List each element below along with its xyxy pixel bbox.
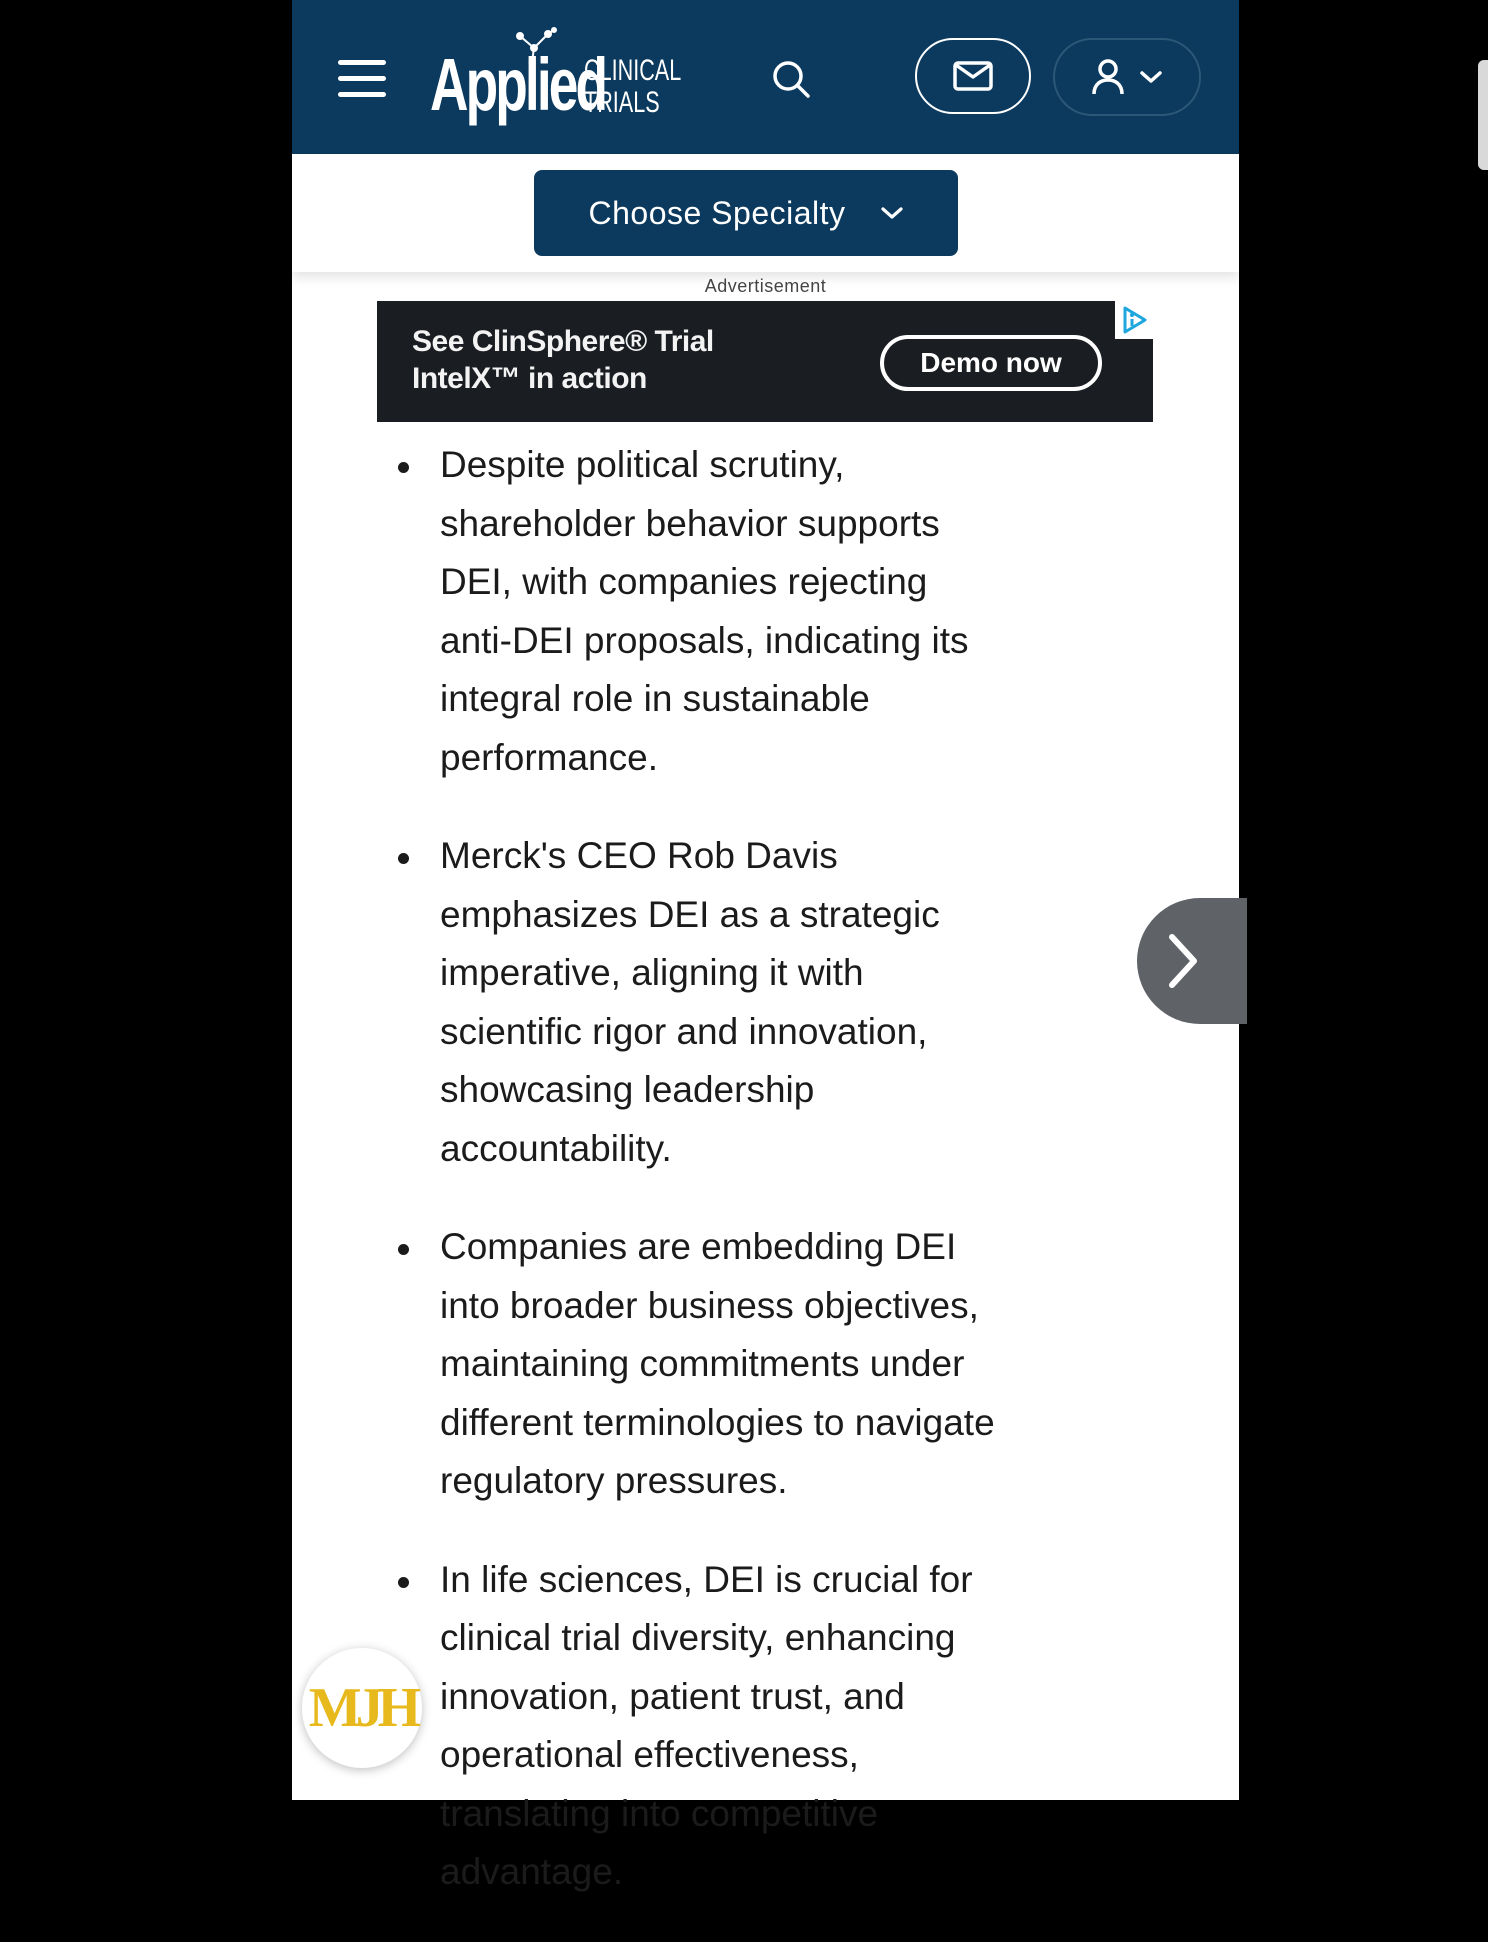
site-logo[interactable]: [430, 26, 690, 130]
specialty-label: Choose Specialty: [588, 194, 846, 231]
mobile-page: [292, 0, 1239, 1892]
chevron-right-icon: [1162, 931, 1202, 991]
mjh-logo-text: MJH: [308, 1677, 416, 1739]
site-header: [292, 0, 1239, 154]
search-icon[interactable]: [770, 58, 814, 102]
article-key-takeaways: [388, 436, 1008, 1942]
user-icon: [1091, 58, 1125, 96]
mjh-badge[interactable]: [302, 1648, 422, 1768]
advertisement-label: Advertisement: [704, 276, 827, 296]
chevron-down-icon: [880, 205, 904, 221]
logo-line-2: TRIALS: [584, 86, 660, 119]
mail-icon: [953, 61, 993, 91]
ad-headline: See ClinSphere® Trial IntelX™ in action: [412, 325, 714, 395]
account-menu-button[interactable]: [1053, 38, 1201, 116]
list-item: Merck's CEO Rob Davis emphasizes DEI as a strategic imperative, aligning it with scientific rigor and innovation, showcasing leadership accountability.: [388, 827, 1008, 1178]
hamburger-menu-icon[interactable]: [338, 58, 388, 98]
ad-banner[interactable]: [377, 301, 1153, 422]
next-article-button[interactable]: [1137, 898, 1247, 1024]
choose-specialty-dropdown[interactable]: [534, 170, 958, 256]
specialty-bar: [292, 154, 1239, 272]
list-item: In life sciences, DEI is crucial for clinical trial diversity, enhancing innovation, patient trust, and operational effectiveness, translating into competitive advantage.: [388, 1551, 1008, 1902]
list-item: Companies are embedding DEI into broader business objectives, maintaining commitments under different terminologies to navigate regulatory pressures.: [388, 1218, 1008, 1511]
list-item: Despite political scrutiny, shareholder behavior supports DEI, with companies rejecting anti-DEI proposals, indicating its integral role in sustainable performance.: [388, 436, 1008, 787]
screen-edge: [1478, 60, 1488, 170]
logo-line-1: CLINICAL: [584, 54, 682, 87]
ad-demo-button[interactable]: Demo now: [880, 335, 1102, 391]
logo-wordmark: Applied: [430, 43, 606, 126]
adchoices-icon[interactable]: [1115, 301, 1153, 339]
chevron-down-icon: [1139, 69, 1163, 85]
newsletter-button[interactable]: [915, 38, 1031, 114]
